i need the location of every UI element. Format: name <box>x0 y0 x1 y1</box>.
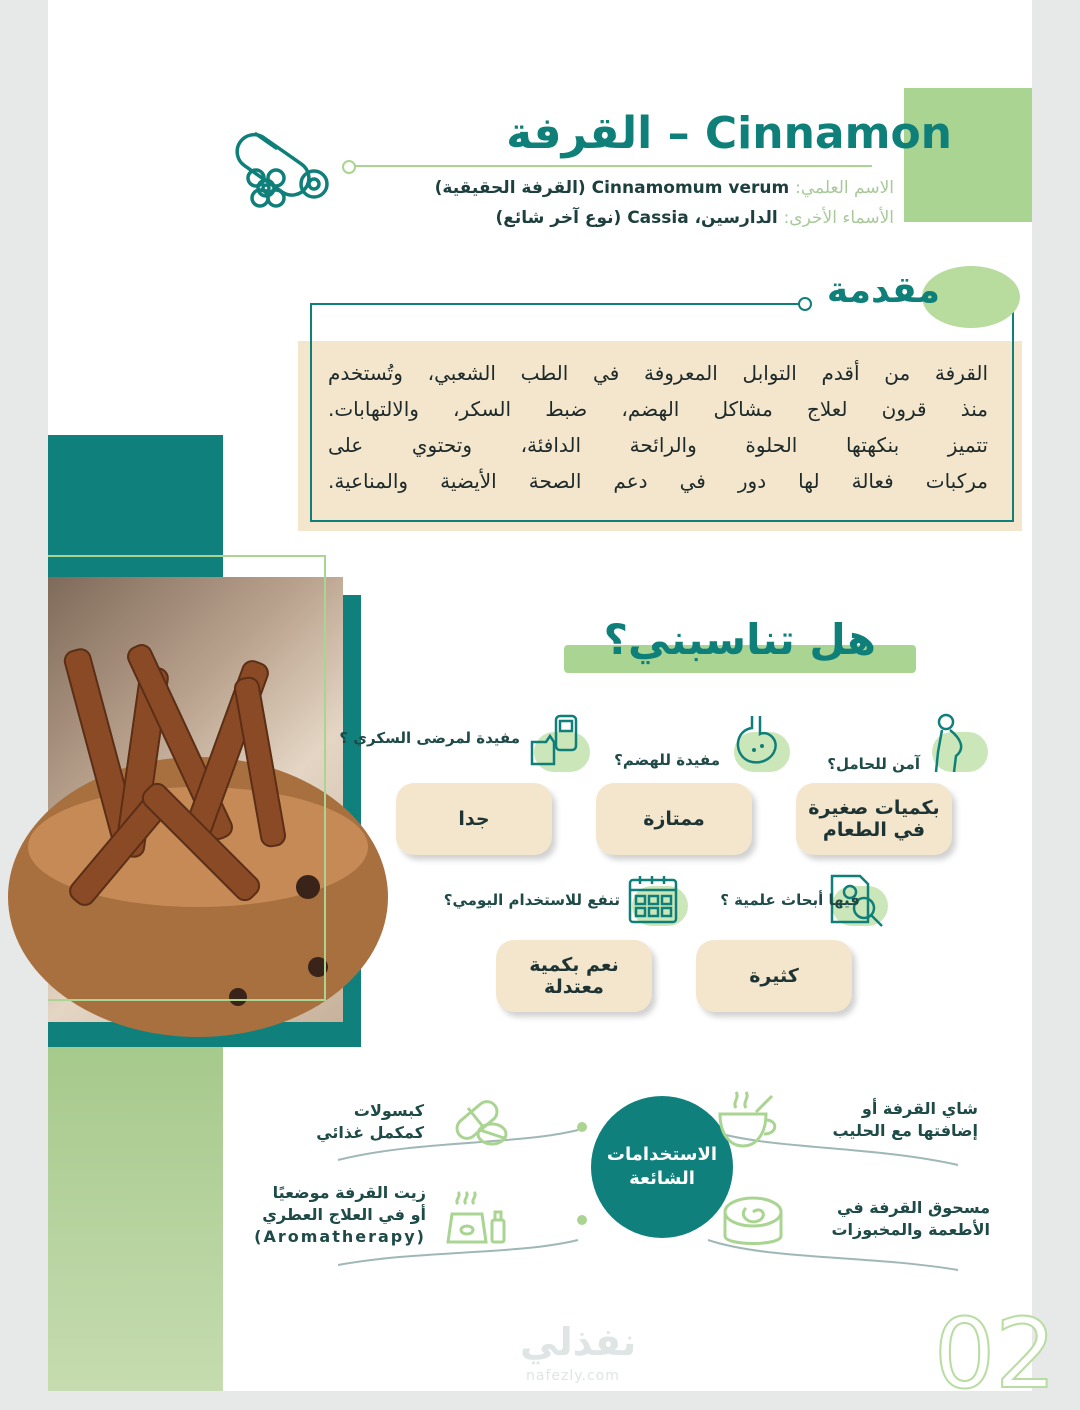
use-oil-line-3: (Aromatherapy) <box>254 1227 426 1246</box>
cinnamon-stick-icon <box>236 118 332 212</box>
question-diabetes: مفيدة لمرضى السكري ؟ <box>339 729 520 747</box>
capsules-icon <box>448 1090 512 1152</box>
use-tea-line-1: شاي القرفة أو <box>861 1099 978 1118</box>
watermark-logo: نفذلي <box>520 1320 637 1364</box>
tea-cup-icon <box>712 1090 784 1152</box>
question-digestion: مفيدة للهضم؟ <box>614 751 720 769</box>
stomach-icon <box>728 712 784 772</box>
aroma-oil-icon <box>444 1190 510 1252</box>
scientific-name-label: الاسم العلمي: <box>795 178 894 198</box>
use-oil-line-1: زيت القرفة موضعيًا <box>272 1183 426 1202</box>
answer-digestion: ممتازة <box>596 783 752 855</box>
answer-pregnancy: بكميات صغيرة في الطعام <box>796 783 952 855</box>
intro-line-4: مركبات فعالة لها دور في دعم الصحة الأيضية والمناعية. <box>328 469 988 493</box>
use-oil-line-2: أو في العلاج العطري <box>262 1205 426 1224</box>
question-pregnancy: آمن للحامل؟ <box>827 755 920 773</box>
intro-paragraph <box>328 355 988 499</box>
other-names <box>495 208 894 228</box>
use-oil <box>254 1182 426 1248</box>
suitability-heading-text: هل تناسبني؟ <box>603 615 876 664</box>
uses-heading: الاستخدامات الشائعة <box>591 1096 733 1238</box>
calendar-icon <box>626 872 684 928</box>
title-underline <box>344 165 872 167</box>
intro-line-3: تتميز بنكهتها الحلوة والرائحة الدافئة، وتحتوي على <box>328 433 988 457</box>
other-names-label: الأسماء الأخرى: <box>783 208 894 228</box>
question-research: فيها أبحاث علمية ؟ <box>720 891 860 909</box>
pregnant-woman-icon <box>926 712 972 774</box>
other-names-value: الدارسين، Cassia (نوع آخر شائع) <box>495 208 778 228</box>
use-tea-line-2: إضافتها مع الحليب <box>832 1121 978 1140</box>
scientific-name-value: Cinnamomum verum (القرفة الحقيقية) <box>434 178 790 198</box>
cinnamon-roll-icon <box>720 1192 786 1254</box>
answer-research: كثيرة <box>696 940 852 1012</box>
intro-line-2: منذ قرون لعلاج مشاكل الهضم، ضبط السكر، والالتهابات. <box>328 397 988 421</box>
use-capsules-line-2: كمكمل غذائي <box>316 1123 424 1142</box>
green-side-block <box>48 1047 223 1391</box>
watermark-url: nafezly.com <box>526 1368 620 1384</box>
glucometer-icon <box>526 712 584 770</box>
intro-line-1: القرفة من أقدم التوابل المعروفة في الطب الشعبي، وتُستخدم <box>328 361 988 385</box>
answer-daily-use: نعم بكمية معتدلة <box>496 940 652 1012</box>
use-powder <box>831 1197 990 1241</box>
intro-line <box>310 303 810 305</box>
scientific-name <box>435 178 894 198</box>
use-capsules <box>316 1100 424 1144</box>
intro-line-dot <box>798 297 812 311</box>
intro-heading: مقدمة <box>826 270 940 311</box>
page-number: 02 <box>934 1298 1057 1410</box>
use-powder-line-1: مسحوق القرفة في <box>837 1198 990 1217</box>
use-capsules-line-1: كبسولات <box>353 1101 424 1120</box>
use-powder-line-2: الأطعمة والمخبوزات <box>831 1220 990 1239</box>
page-title: القرفة – Cinnamon <box>506 108 952 159</box>
use-tea <box>832 1098 978 1142</box>
answer-diabetes: جدا <box>396 783 552 855</box>
title-underline-dot <box>342 160 356 174</box>
question-daily-use: تنفع للاستخدام اليومي؟ <box>443 891 620 909</box>
suitability-heading <box>564 615 916 677</box>
photo-frame <box>48 555 326 1001</box>
brochure-page <box>48 0 1057 1410</box>
